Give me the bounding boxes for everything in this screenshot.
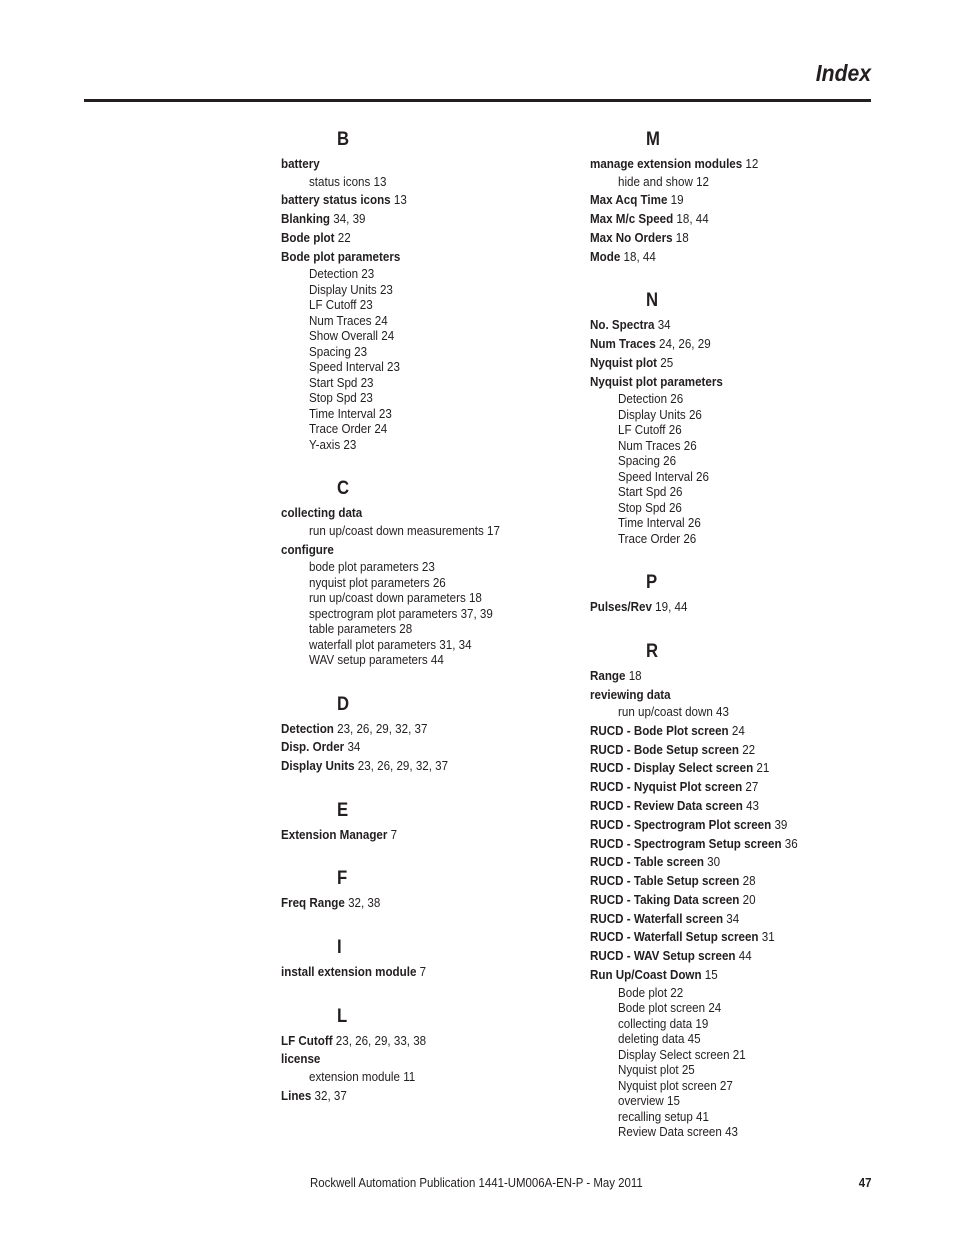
entry-term: RUCD - Taking Data screen <box>590 891 740 907</box>
entry-line <box>281 721 545 737</box>
index-entry <box>590 336 890 352</box>
index-section <box>590 289 890 546</box>
footer-page-number: 47 <box>858 1175 871 1190</box>
entry-line <box>590 948 854 964</box>
entry-pages[interactable]: 19, 44 <box>655 599 688 615</box>
index-entry <box>281 1088 581 1104</box>
sub-entry[interactable]: run up/coast down parameters 18 <box>309 590 482 606</box>
sub-entry[interactable]: Detection 26 <box>618 391 684 407</box>
entry-line <box>590 760 854 776</box>
index-entry <box>281 1033 581 1049</box>
entry-line <box>590 211 854 227</box>
section-letter: R <box>646 640 659 662</box>
index-entry <box>590 836 890 852</box>
section-letter: L <box>337 1005 348 1027</box>
entry-line <box>590 156 854 172</box>
sub-entry[interactable]: nyquist plot parameters 26 <box>309 574 446 590</box>
entry-pages[interactable]: 18 <box>628 667 642 683</box>
index-entry <box>590 779 890 795</box>
index-entry <box>281 211 581 227</box>
entry-term: Blanking <box>281 211 331 227</box>
sub-entry[interactable]: Bode plot screen 24 <box>618 1000 722 1016</box>
sub-entry[interactable]: extension module 11 <box>309 1068 416 1084</box>
index-entry <box>590 687 890 720</box>
sub-entry-list <box>618 985 890 1140</box>
sub-entry[interactable]: spectrogram plot parameters 37, 39 <box>309 605 493 621</box>
sub-entry[interactable]: Bode plot 22 <box>618 984 684 1000</box>
entry-line <box>281 895 545 911</box>
entry-pages[interactable]: 22 <box>742 741 756 757</box>
entry-term: Bode plot parameters <box>281 248 401 264</box>
index-entry <box>281 542 581 668</box>
entry-line <box>281 1088 545 1104</box>
index-section <box>281 128 581 452</box>
entry-term: RUCD - Spectrogram Plot screen <box>590 816 772 832</box>
entry-term: RUCD - Waterfall screen <box>590 910 724 926</box>
index-section <box>281 936 581 980</box>
entry-term: RUCD - Bode Setup screen <box>590 741 739 757</box>
sub-entry[interactable]: Detection 23 <box>309 266 375 282</box>
entry-term: Max No Orders <box>590 229 673 245</box>
index-entry <box>590 929 890 945</box>
entry-term: RUCD - Waterfall Setup screen <box>590 929 759 945</box>
entry-term: manage extension modules <box>590 156 743 171</box>
sub-entry[interactable]: deleting data 45 <box>618 1031 701 1047</box>
sub-entry[interactable]: Num Traces 24 <box>309 312 388 328</box>
sub-entry[interactable]: Review Data screen 43 <box>618 1124 738 1140</box>
entry-pages[interactable]: 28 <box>742 873 756 889</box>
sub-entry[interactable]: run up/coast down 43 <box>618 704 729 720</box>
sub-entry[interactable]: Num Traces 26 <box>618 437 697 453</box>
index-entry <box>281 758 581 774</box>
section-letter: E <box>337 799 349 821</box>
entry-pages[interactable]: 23, 26, 29, 32, 37 <box>337 720 428 736</box>
index-entry <box>590 192 890 208</box>
sub-entry[interactable]: Y-axis 23 <box>309 436 357 452</box>
entry-pages[interactable]: 36 <box>784 835 798 851</box>
sub-entry[interactable]: Show Overall 24 <box>309 328 395 344</box>
index-entry <box>590 742 890 758</box>
entry-pages[interactable]: 24, 26, 29 <box>659 336 711 351</box>
index-entry <box>590 873 890 889</box>
index-entry <box>590 230 890 246</box>
entry-term: Detection <box>281 720 334 736</box>
entry-pages[interactable]: 30 <box>707 854 721 870</box>
entry-pages[interactable]: 32, 37 <box>314 1087 347 1103</box>
sub-entry[interactable]: Spacing 23 <box>309 343 368 359</box>
sub-entry-list <box>309 1069 581 1085</box>
entry-term: RUCD - Review Data screen <box>590 797 743 813</box>
index-entry <box>590 948 890 964</box>
entry-line <box>281 156 545 172</box>
index-section <box>281 867 581 911</box>
index-entry <box>590 599 890 615</box>
index-entry <box>281 230 581 246</box>
entry-pages[interactable]: 20 <box>742 891 756 907</box>
entry-pages[interactable]: 34 <box>726 910 740 926</box>
entry-term: RUCD - WAV Setup screen <box>590 948 736 964</box>
entry-pages[interactable]: 18 <box>675 229 689 245</box>
index-entry <box>281 1051 581 1084</box>
entry-term: battery <box>281 156 320 171</box>
entry-pages[interactable]: 34 <box>657 317 671 333</box>
sub-entry[interactable]: LF Cutoff 26 <box>618 422 682 438</box>
entry-line <box>590 967 854 983</box>
sub-entry[interactable]: run up/coast down measurements 17 <box>309 522 500 538</box>
entry-pages[interactable]: 34, 39 <box>333 211 366 227</box>
entry-line <box>590 374 854 390</box>
index-entry <box>281 505 581 538</box>
sub-entry[interactable]: status icons 13 <box>309 173 387 189</box>
section-letter: B <box>337 129 350 150</box>
section-letter: N <box>646 290 659 312</box>
index-entry <box>590 723 890 739</box>
entry-pages[interactable]: 21 <box>756 760 770 776</box>
index-entry <box>281 192 581 208</box>
entry-line <box>281 192 545 208</box>
entry-pages[interactable]: 7 <box>390 826 398 842</box>
sub-entry-list <box>618 391 890 546</box>
entry-pages[interactable]: 43 <box>746 797 760 813</box>
index-section <box>281 1005 581 1104</box>
page-title: Index <box>815 60 871 86</box>
entry-term: battery status icons <box>281 192 391 208</box>
sub-entry[interactable]: Nyquist plot 25 <box>618 1062 695 1078</box>
index-section <box>590 128 890 264</box>
entry-line <box>590 836 854 852</box>
entry-pages[interactable]: 7 <box>419 963 427 979</box>
entry-term: RUCD - Table Setup screen <box>590 873 740 889</box>
entry-line <box>281 827 545 843</box>
sub-entry[interactable]: Time Interval 23 <box>309 405 392 421</box>
index-column-right <box>590 128 890 1165</box>
entry-line <box>590 249 854 265</box>
entry-term: Freq Range <box>281 895 345 911</box>
entry-line <box>590 911 854 927</box>
index-entry <box>590 355 890 371</box>
entry-pages[interactable]: 12 <box>745 156 759 171</box>
entry-line <box>590 723 854 739</box>
sub-entry[interactable]: Start Spd 23 <box>309 374 374 390</box>
index-section <box>590 640 890 1140</box>
entry-term: Run Up/Coast Down <box>590 966 702 982</box>
header-rule <box>84 99 871 102</box>
sub-entry[interactable]: Stop Spd 26 <box>618 499 682 515</box>
entry-line <box>590 668 854 684</box>
entry-term: collecting data <box>281 505 363 521</box>
section-letter: C <box>337 478 350 500</box>
sub-entry[interactable]: Display Select screen 21 <box>618 1046 746 1062</box>
sub-entry-list <box>618 174 890 190</box>
index-entry <box>590 892 890 908</box>
sub-entry-list <box>618 704 890 720</box>
sub-entry[interactable]: recalling setup 41 <box>618 1108 709 1124</box>
entry-line <box>281 1051 545 1067</box>
entry-pages[interactable]: 23, 26, 29, 32, 37 <box>357 758 449 774</box>
entry-term: RUCD - Table screen <box>590 854 704 870</box>
index-entry <box>590 911 890 927</box>
index-entry <box>590 249 890 265</box>
entry-line <box>281 1033 545 1049</box>
entry-term: Nyquist plot <box>590 354 658 370</box>
sub-entry-list <box>309 266 581 452</box>
index-entry <box>590 798 890 814</box>
entry-line <box>590 355 854 371</box>
sub-entry[interactable]: Trace Order 24 <box>309 421 388 437</box>
entry-term: Max Acq Time <box>590 192 668 208</box>
sub-entry[interactable]: hide and show 12 <box>618 173 709 189</box>
entry-pages[interactable]: 31 <box>761 929 775 945</box>
sub-entry[interactable]: Speed Interval 26 <box>618 468 709 484</box>
sub-entry[interactable]: bode plot parameters 23 <box>309 559 435 575</box>
entry-line <box>590 317 854 333</box>
sub-entry-list <box>309 559 581 668</box>
index-entry <box>281 895 581 911</box>
entry-line <box>590 817 854 833</box>
index-entry <box>590 374 890 547</box>
index-entry <box>590 817 890 833</box>
entry-pages[interactable]: 19 <box>670 192 684 208</box>
section-letter: P <box>646 572 658 594</box>
footer-publication: Rockwell Automation Publication 1441-UM006A-EN-P - May 2011 <box>310 1175 643 1190</box>
entry-line <box>590 742 854 758</box>
entry-line <box>590 192 854 208</box>
entry-term: RUCD - Bode Plot screen <box>590 722 729 738</box>
entry-pages[interactable]: 27 <box>745 779 759 795</box>
sub-entry[interactable]: Display Units 26 <box>618 406 702 422</box>
sub-entry-list <box>309 174 581 190</box>
entry-line <box>281 505 545 521</box>
index-entry <box>281 156 581 189</box>
entry-line <box>590 873 854 889</box>
entry-line <box>281 964 545 980</box>
index-entry <box>590 156 890 189</box>
sub-entry[interactable]: Display Units 23 <box>309 281 393 297</box>
entry-line <box>281 542 545 558</box>
sub-entry[interactable]: Speed Interval 23 <box>309 359 400 375</box>
index-section <box>590 571 890 615</box>
entry-line <box>590 336 854 352</box>
index-section <box>281 693 581 774</box>
entry-line <box>281 230 545 246</box>
entry-term: Lines <box>281 1087 312 1103</box>
index-entry <box>281 739 581 755</box>
entry-term: Disp. Order <box>281 739 345 755</box>
section-letter: D <box>337 693 350 715</box>
index-entry <box>590 760 890 776</box>
sub-entry[interactable]: waterfall plot parameters 31, 34 <box>309 636 472 652</box>
index-entry <box>590 317 890 333</box>
sub-entry[interactable]: Stop Spd 23 <box>309 390 373 406</box>
entry-line <box>281 249 545 265</box>
index-column-left <box>281 128 581 1128</box>
index-entry <box>590 854 890 870</box>
entry-pages[interactable]: 44 <box>738 948 752 964</box>
entry-term: LF Cutoff <box>281 1032 333 1048</box>
entry-term: Extension Manager <box>281 826 388 842</box>
section-letter: M <box>646 129 660 150</box>
entry-term: RUCD - Nyquist Plot screen <box>590 779 743 795</box>
entry-line <box>590 892 854 908</box>
sub-entry[interactable]: Time Interval 26 <box>618 515 701 531</box>
entry-pages[interactable]: 18, 44 <box>676 211 709 227</box>
index-entry <box>281 721 581 737</box>
entry-term: Range <box>590 667 626 683</box>
entry-term: RUCD - Spectrogram Setup screen <box>590 835 782 851</box>
entry-line <box>590 599 854 615</box>
entry-term: configure <box>281 541 334 557</box>
entry-line <box>590 854 854 870</box>
index-entry <box>281 827 581 843</box>
section-letter: I <box>337 936 342 958</box>
entry-term: Num Traces <box>590 336 656 351</box>
entry-line <box>281 758 545 774</box>
entry-pages[interactable]: 13 <box>393 192 407 208</box>
entry-pages[interactable]: 25 <box>660 354 674 370</box>
index-entry <box>590 668 890 684</box>
entry-pages[interactable]: 15 <box>704 966 718 982</box>
entry-term: Display Units <box>281 758 355 774</box>
entry-term: Max M/c Speed <box>590 211 674 227</box>
sub-entry[interactable]: Start Spd 26 <box>618 484 683 500</box>
entry-pages[interactable]: 23, 26, 29, 33, 38 <box>335 1032 427 1048</box>
entry-pages[interactable]: 22 <box>337 229 351 245</box>
entry-line <box>590 779 854 795</box>
entry-term: No. Spectra <box>590 317 655 333</box>
entry-pages[interactable]: 34 <box>347 739 361 755</box>
index-entry <box>590 967 890 1140</box>
entry-term: install extension module <box>281 963 417 979</box>
entry-line <box>590 230 854 246</box>
entry-pages[interactable]: 39 <box>774 816 788 832</box>
entry-line <box>590 687 854 703</box>
section-letter: F <box>337 868 348 890</box>
index-entry <box>590 211 890 227</box>
sub-entry[interactable]: table parameters 28 <box>309 621 413 637</box>
sub-entry[interactable]: Spacing 26 <box>618 453 677 469</box>
entry-term: Pulses/Rev <box>590 599 652 615</box>
index-entry <box>281 964 581 980</box>
entry-pages[interactable]: 32, 38 <box>348 895 381 911</box>
sub-entry[interactable]: collecting data 19 <box>618 1015 709 1031</box>
index-section <box>281 799 581 843</box>
entry-line <box>590 798 854 814</box>
sub-entry[interactable]: Nyquist plot screen 27 <box>618 1077 733 1093</box>
entry-line <box>281 739 545 755</box>
index-section <box>281 477 581 667</box>
sub-entry[interactable]: LF Cutoff 23 <box>309 297 373 313</box>
sub-entry[interactable]: Trace Order 26 <box>618 530 697 546</box>
sub-entry-list <box>309 523 581 539</box>
entry-line <box>590 929 854 945</box>
entry-pages[interactable]: 24 <box>731 722 745 738</box>
entry-term: reviewing data <box>590 686 671 702</box>
entry-pages[interactable]: 18, 44 <box>623 248 656 264</box>
entry-term: Nyquist plot parameters <box>590 373 723 389</box>
entry-line <box>281 211 545 227</box>
entry-term: Mode <box>590 248 621 264</box>
sub-entry[interactable]: overview 15 <box>618 1093 680 1109</box>
entry-term: Bode plot <box>281 229 335 245</box>
entry-term: license <box>281 1051 321 1067</box>
index-entry <box>281 249 581 453</box>
entry-term: RUCD - Display Select screen <box>590 760 754 776</box>
sub-entry[interactable]: WAV setup parameters 44 <box>309 652 444 668</box>
